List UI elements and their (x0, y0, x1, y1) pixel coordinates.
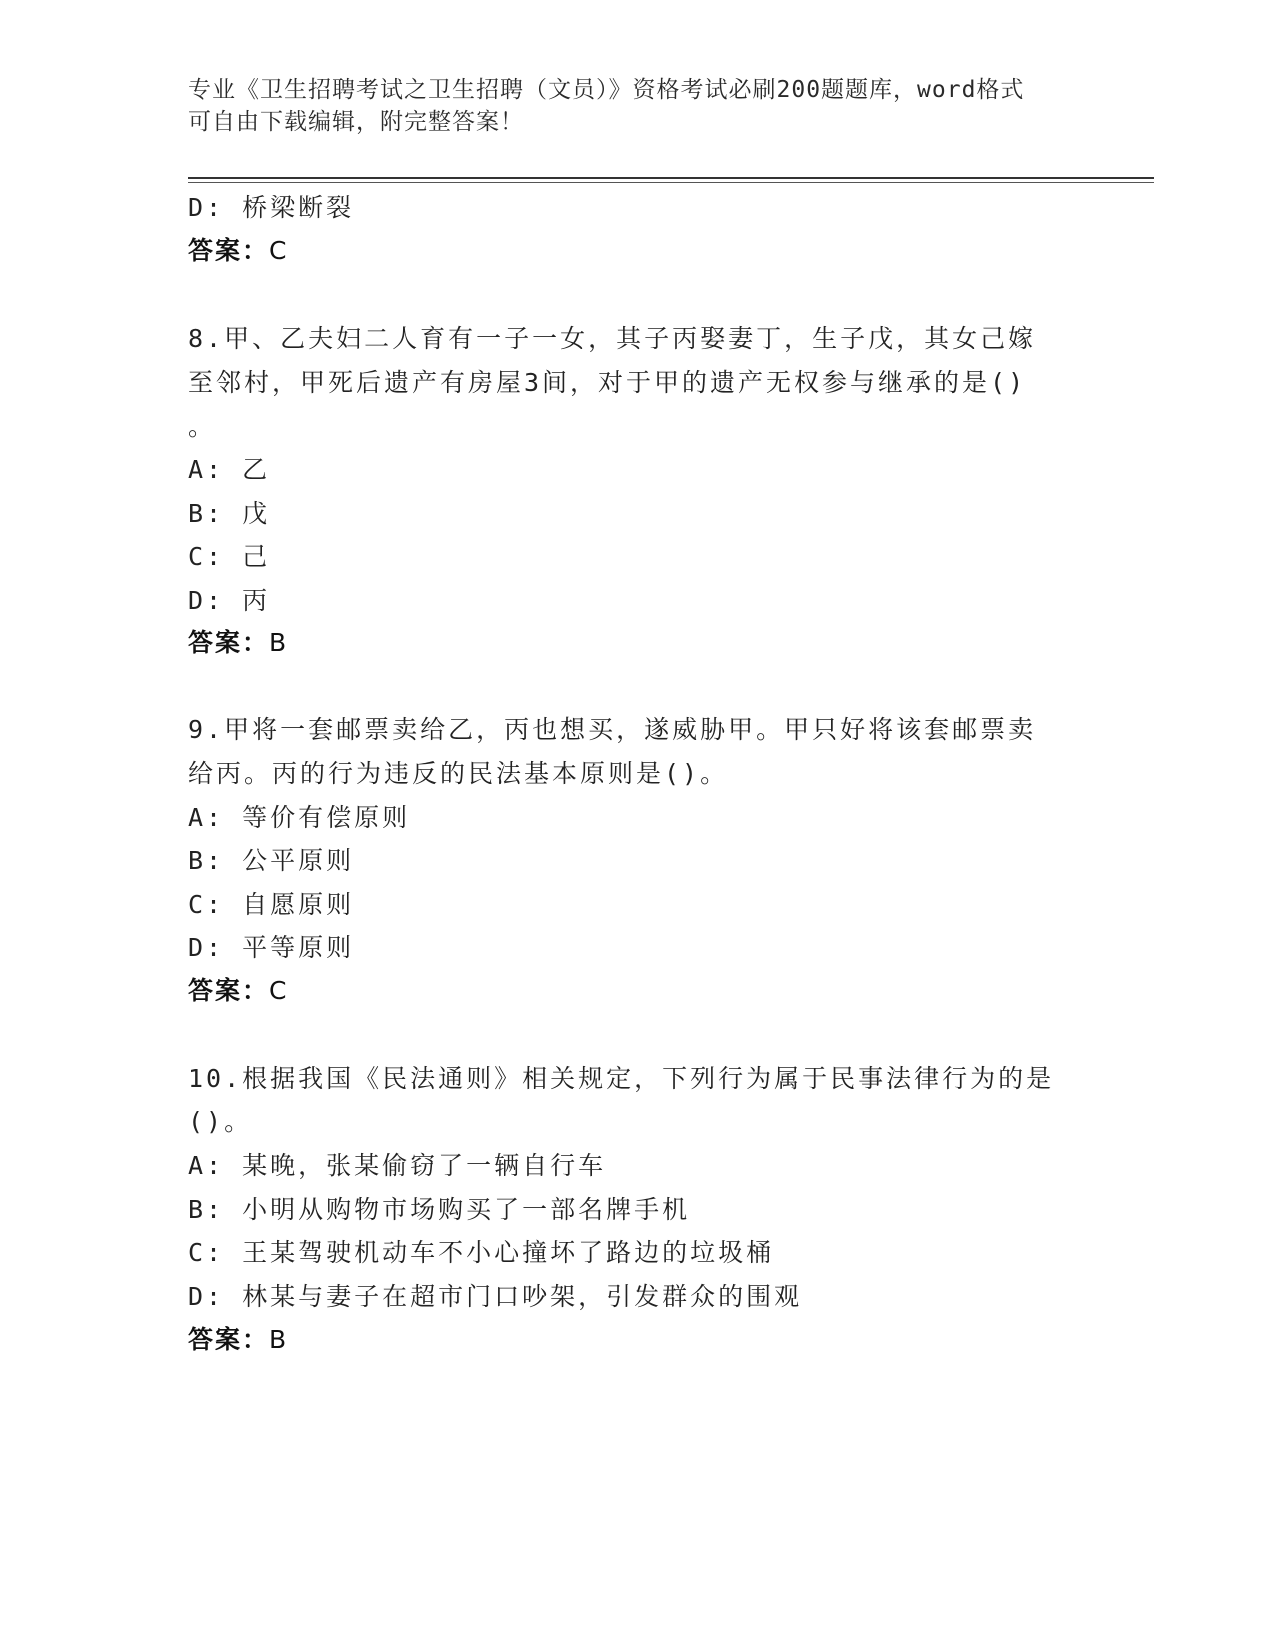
q10-answer-value: B (269, 1325, 289, 1354)
q10-option-a: A: 某晚，张某偷窃了一辆自行车 (188, 1151, 607, 1180)
q8-answer-value: B (269, 628, 289, 657)
header-line-2: 可自由下载编辑，附完整答案！ (188, 109, 524, 135)
page-header (188, 74, 1068, 138)
prev-answer-value: C (269, 236, 289, 265)
q10-option-c: C: 王某驾驶机动车不小心撞坏了路边的垃圾桶 (188, 1238, 775, 1267)
header-divider-thin (188, 182, 1154, 183)
q10-option-d: D: 林某与妻子在超市门口吵架，引发群众的围观 (188, 1282, 803, 1311)
q8-text-line-3: 。 (188, 412, 217, 441)
q10-text-line-1: 10.根据我国《民法通则》相关规定，下列行为属于民事法律行为的是 (188, 1064, 1055, 1093)
q8-text-line-1: 8.甲、乙夫妇二人育有一子一女，其子丙娶妻丁，生子戊，其女己嫁 (188, 324, 1037, 353)
q9-text-line-2: 给丙。丙的行为违反的民法基本原则是()。 (188, 759, 729, 788)
q9-option-d: D: 平等原则 (188, 933, 355, 962)
q8-option-d: D: 丙 (188, 586, 271, 615)
q8-text-line-2: 至邻村，甲死后遗产有房屋3间，对于甲的遗产无权参与继承的是() (188, 368, 1027, 397)
q9-option-c: C: 自愿原则 (188, 890, 355, 919)
q9-answer (188, 971, 288, 1007)
q10-answer (188, 1320, 288, 1356)
q9-option-b: B: 公平原则 (188, 846, 355, 875)
q8-option-c: C: 己 (188, 542, 271, 571)
q9-answer-value: C (269, 976, 289, 1005)
q9-answer-label: 答案： (188, 976, 270, 1005)
q8-answer (188, 623, 288, 659)
q8-option-a: A: 乙 (188, 455, 271, 484)
prev-answer (188, 231, 288, 267)
q10-option-b: B: 小明从购物市场购买了一部名牌手机 (188, 1195, 691, 1224)
header-line-1: 专业《卫生招聘考试之卫生招聘（文员）》资格考试必刷200题题库，word格式 (188, 77, 1025, 103)
q10-answer-label: 答案： (188, 1325, 270, 1354)
q9-text-line-1: 9.甲将一套邮票卖给乙，丙也想买，遂威胁甲。甲只好将该套邮票卖 (188, 715, 1037, 744)
prev-answer-label: 答案： (188, 236, 270, 265)
q10-text-line-2: ()。 (188, 1107, 253, 1136)
q8-option-b: B: 戊 (188, 499, 271, 528)
q9-option-a: A: 等价有偿原则 (188, 803, 411, 832)
prev-option-d: D: 桥梁断裂 (188, 193, 355, 222)
header-divider-thick (188, 177, 1154, 179)
q8-answer-label: 答案： (188, 628, 270, 657)
